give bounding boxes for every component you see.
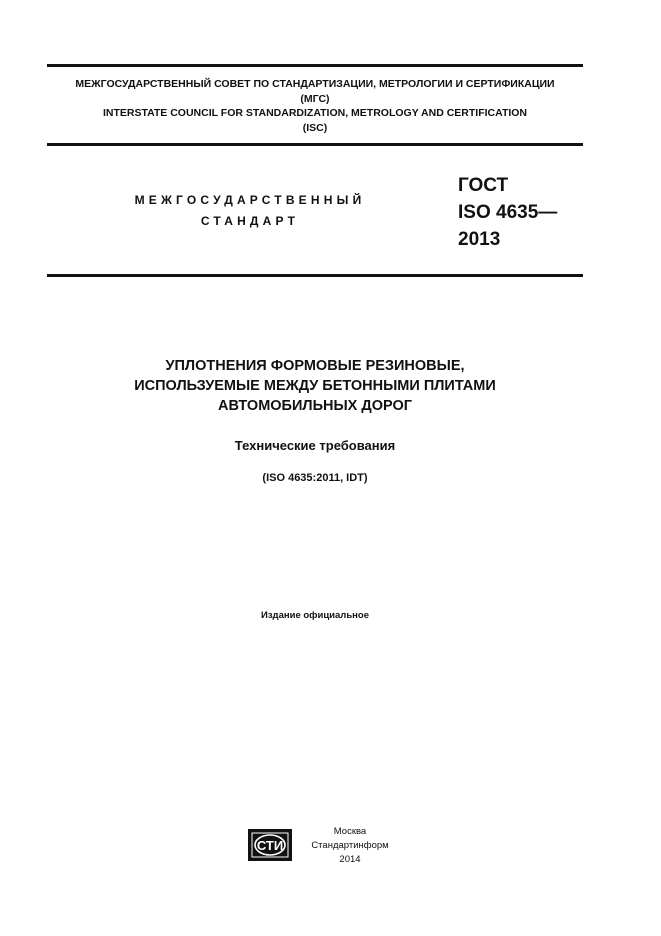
council-abbr-ru: (МГС) [300,92,330,105]
standard-type-line1: МЕЖГОСУДАРСТВЕННЫЙ [134,193,366,207]
publisher-logo-icon [248,829,292,861]
council-header [47,77,583,135]
standard-type-line2: СТАНДАРТ [200,214,300,228]
publisher-city: Москва [333,826,367,837]
publisher-info [311,825,389,867]
document-title [47,356,583,416]
designation-rule [47,274,583,277]
title-line3: АВТОМОБИЛЬНЫХ ДОРОГ [218,398,412,414]
publisher-name: Стандартинформ [311,840,389,851]
title-line2: ИСПОЛЬЗУЕМЫЕ МЕЖДУ БЕТОННЫМИ ПЛИТАМИ [134,378,496,394]
top-rule [47,64,583,67]
publisher-logo-text: СТИ [256,838,284,853]
council-name-en: INTERSTATE COUNCIL FOR STANDARDIZATION, METROLOGY AND CERTIFICATION [102,107,528,119]
designation-line2: ISO 4635— [458,202,558,223]
designation-line1: ГОСТ [458,175,509,196]
standard-designation [458,172,557,253]
council-name-ru: МЕЖГОСУДАРСТВЕННЫЙ СОВЕТ ПО СТАНДАРТИЗАЦИИ, МЕТРОЛОГИИ И СЕРТИФИКАЦИИ [75,78,555,90]
edition-note: Издание официальное [261,610,369,621]
publisher-year: 2014 [339,854,361,865]
publisher-logo [248,829,292,861]
designation-line3: 2013 [458,229,501,250]
document-subtitle: Технические требования [234,438,396,453]
title-line1: УПЛОТНЕНИЯ ФОРМОВЫЕ РЕЗИНОВЫЕ, [165,358,465,374]
council-abbr-en: (ISC) [302,121,328,134]
iso-reference: (ISO 4635:2011, IDT) [262,472,368,484]
council-rule [47,143,583,146]
standard-type [100,190,400,232]
